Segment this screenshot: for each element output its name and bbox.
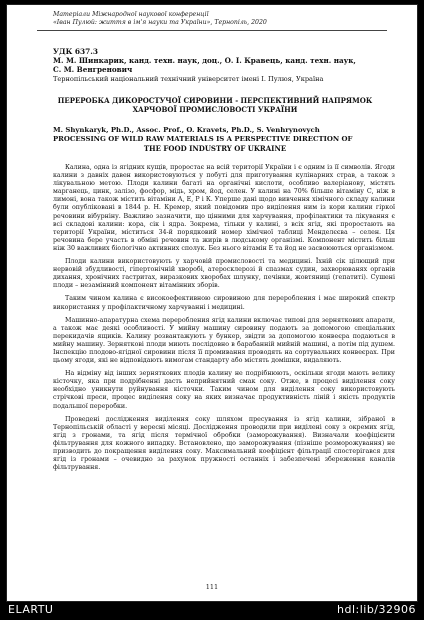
conference-header-line1: Матеріали Міжнародної наукової конференції [53, 11, 209, 18]
udk-code: УДК 637.3 [53, 47, 99, 56]
authors-ua-line1: М. М. Шинкарик, канд. техн. наук, доц., О. І. Кравець, канд. техн. наук, [53, 56, 356, 65]
title-en-line1: PROCESSING OF WILD RAW MATERIALS IS A PERSPECTIVE DIRECTION OF [53, 135, 353, 143]
conference-header-line2: «Іван Пулюй: життя в ім'я науки та України», Тернопіль, 2020 [53, 19, 267, 26]
title-en-line2: THE FOOD INDUSTRY OF UKRAINE [143, 144, 287, 153]
institution: Тернопільський національний технічний університет імені І. Пулюя, Україна [53, 75, 324, 83]
page-number: 111 [205, 583, 219, 591]
paragraph: Таким чином калина є високоефективною сировиною для переробления і має широкий спектр використання у профілактичному харчуванні і медицині. [53, 295, 395, 311]
paragraph: Плоди калини використовують у харчовій промисловості та медицині. Їхній сік цілющий при нервовій збудливості, гіпертонічній хворобі, атеросклерозі й спазмах судин, захворюванях органів дихання, хронічних гастритах, виразкових хворобах шлунку, печінки, жовтяниці (гепатиті). Сушені плоди – незамінний компонент вітамінних зборів. [53, 258, 395, 290]
paragraph: Проведені дослідження виділення соку шляхом пресування із ягід калини, зібраної в Тернопільській області у вересні місяці. Дослідження проводили при виділені соку з окремих ягід, ягід з гронами, та ягід після термічної обробки (заморожування). Визначали коефіцієнти фільтрування для кожного випадку. Встановлено, що заморожування (пізніше розморожування) не призводить до покращення виділення соку. Максимальний коефіцієнт фільтрації спостерігався для ягід із гронами – очевидно за рахунок пружності останніх і забезпечені збереження каналів фільтрування. [53, 415, 395, 472]
paragraph: Машинно-апаратурна схема переробления ягід калини включає типові для зерняткових апарати, а також має деякі особливості. У мийну машину сировину подають за допомогою спеціальних перекидачів ящиків. Калину розвантажують у бункер, звідти за допомогою конвеєра подаються в мийну машину. Зерняткові плоди миють послідовно в барабанній мийній машині, а потім під душем. Інспекцію плодово-ягідної сировини після її промивання проводять на сортувальних конвеєрах. При цьому ягоди, які не відповідають вимогам стандарту або містять домішки, видаляють. [53, 316, 395, 365]
article-body [53, 164, 395, 477]
repository-label: ELARTU [8, 603, 54, 616]
title-ua-line2: ХАРЧОВОЇ ПРОМИСЛОВОСТІ УКРАЇНИ [132, 105, 298, 114]
authors-ua-line2: С. М. Венгренович [53, 65, 133, 74]
authors-en: M. Shynkaryk, Ph.D., Assoc. Prof., O. Kravets, Ph.D., S. Venhrynovych [53, 126, 320, 134]
paragraph: Калина, одна із ягідних кущів, проростає на всій території України і є одним із її символів. Ягоди калини з давніх давен використовуються у побуті для приготування кулінарних страв, а також з лікувальною метою. Плоди калини багаті на органічні кислоти, особливо валеріанову, містять марганець, цинк, залізо, фосфор, мідь, хром, йод, селен. У калині на 70% більше вітаміну С, ніж в лимоні, вона також містить вітаміни А, Е, Р і К. Уперше дані щодо вивчення хімічного складу калини були опубліковані в 1844 р. Н. Кремер, який повідомив про виділення ним із кори калини гіркої речовини вібурніну. Важливо зазначити, що цінними для харчування, профілактики та лікування є всі складові калини: кора, сік і ядра. Зокрема, тільки у калині, з всіх ягід, які проростають на території України, міститься 34-й порядковий номер хімічної таблиці Менделєєва – селен. Ця речовина бере участь в обміні речовин та жирів в людському організмі. Компонент містить більш ніж 30 важливих біологічно активних сполук. Без нього вітамін Е та йод не засвоюються організмом. [53, 164, 395, 252]
handle-id: hdl:lib/32906 [336, 603, 416, 616]
paragraph: На відміну від інших зерняткових плодів калину не подрібнюють, оскільки ягоди мають велику кісточку, яка при подрібненні дасть неприйнятний смак соку. Отже, в процесі виділення соку необхідно уникнути руйнування кісточки. Таким чином для виділення соку використовують стрічкові преси, процес виділення соку на яких визначає продуктивність ліній і якість продуктів подальшої переробки. [53, 370, 395, 410]
header-divider [37, 30, 387, 31]
title-ua-line1: ПЕРЕРОБКА ДИКОРОСТУЧОЇ СИРОВИНИ - ПЕРСПЕКТИВНИЙ НАПРЯМОК [57, 96, 373, 105]
document-page [6, 4, 418, 602]
